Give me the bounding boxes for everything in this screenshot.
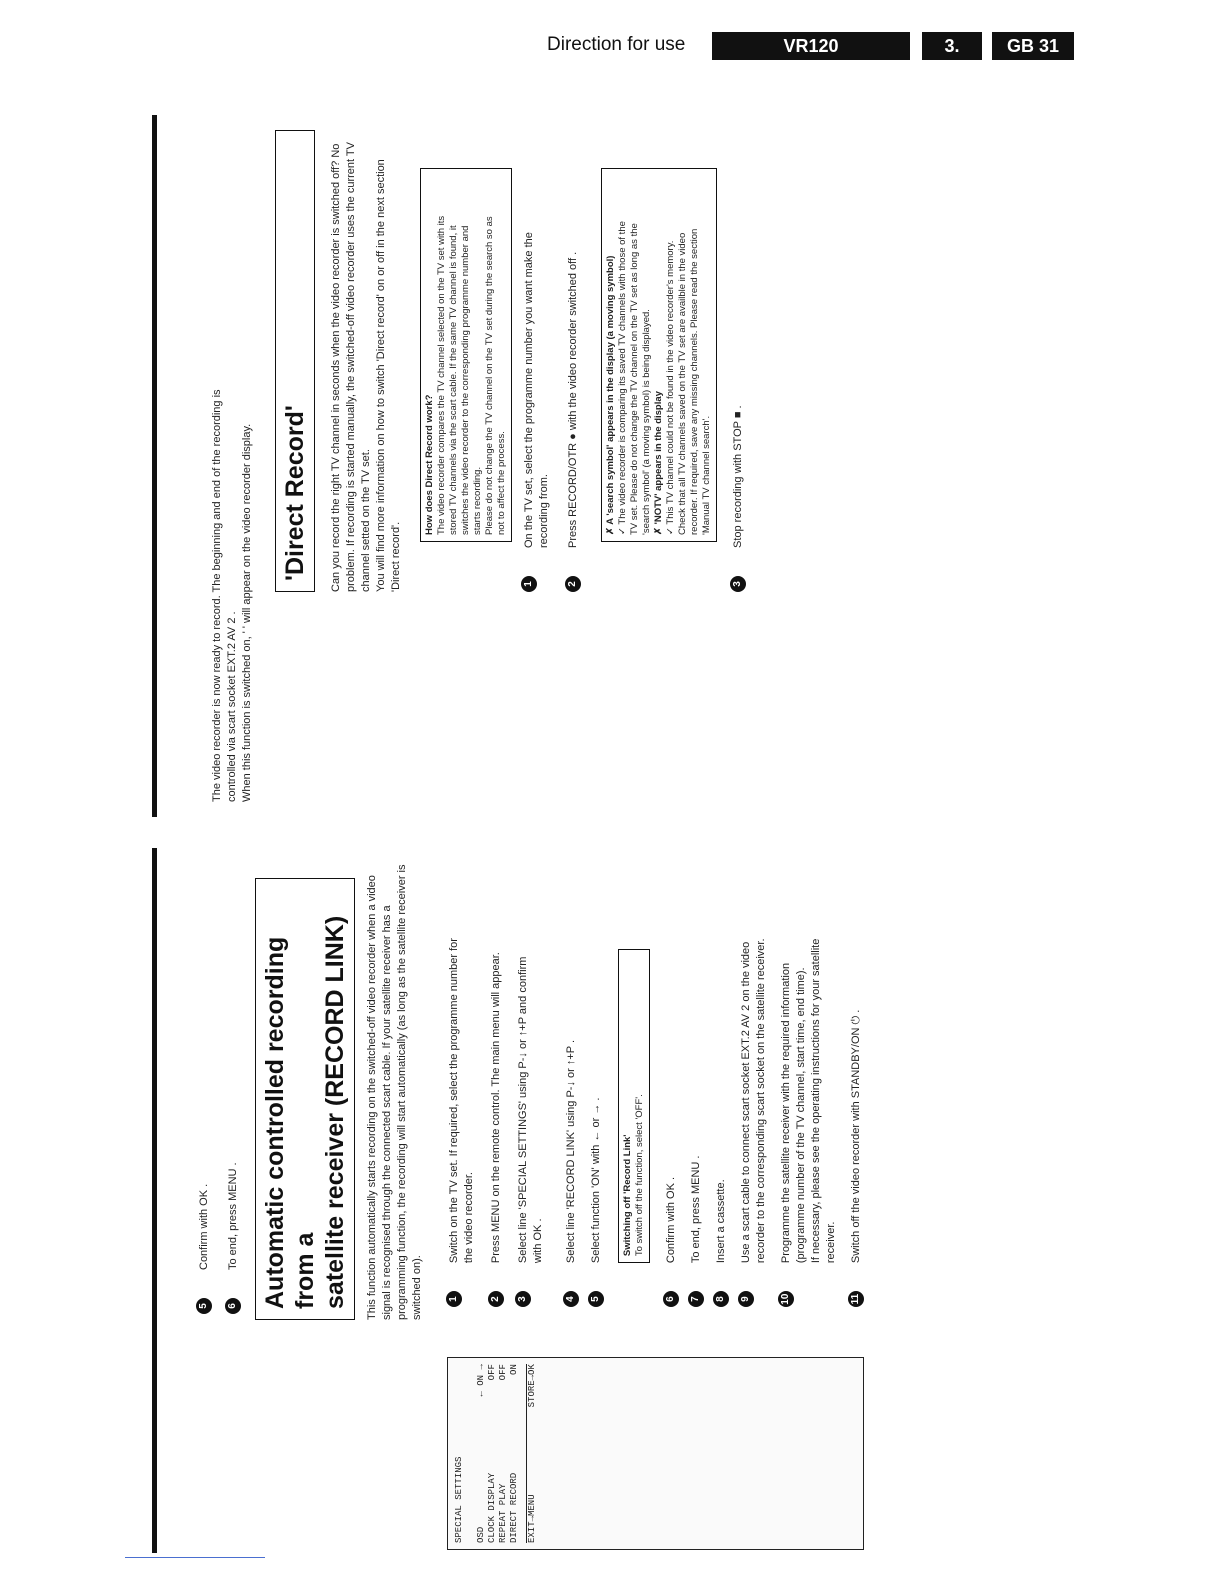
record-link-step-2: 2 Press MENU on the remote control. The main menu will appear.: [489, 850, 504, 1307]
direct-step-1: 1 On the TV set, select the programme number you want make the recording from.: [522, 108, 552, 592]
tip-how-direct-record-works: How does Direct Record work? The video recorder compares the TV channel selected on the TV set with its stored TV channels via the scart cable. If the same TV channel is found, it switches the video recorder to the corresponding programme number and starts recording. Please do not change the TV channel on the TV set during the search so as not to affect the process.: [420, 168, 512, 542]
direct-step-3: 3 Stop recording with STOP ■ .: [731, 108, 746, 592]
record-link-step-9: 9 Use a scart cable to connect scart socket EXT.2 AV 2 on the video recorder to the corresponding scart socket on the satellite receiver.: [739, 850, 769, 1307]
chapter-badge: 3.: [922, 32, 982, 60]
doc-title: Direction for use: [547, 34, 686, 55]
record-link-step-1: 1 Switch on the TV set. If required, select the programme number for the video recorder.: [447, 850, 477, 1307]
tip-switch-off-record-link: Switching off 'Record Link' To switch off the function, select 'OFF'.: [618, 949, 650, 1263]
record-link-step-5: 5 Select function 'ON' with ← or → .: [589, 850, 604, 1307]
record-link-step-11: 11 Switch off the video recorder with STANDBY/ON ⏻ .: [849, 850, 864, 1307]
osd-special-settings-menu: SPECIAL SETTINGS OSD ← ON → CLOCK DISPLAY OFF REPEAT PLAY OFF DIRECT RECORD ON EXIT→MENU STORE→OK: [447, 1357, 864, 1550]
record-link-step-5-prev: 5 Confirm with OK .: [197, 850, 212, 1314]
record-link-step-4: 4 Select line 'RECORD LINK' using P-↓ or ↑+P .: [564, 850, 579, 1307]
intro-text: The video recorder is now ready to record. The beginning and end of the recording is controlled via scart socket EXT.2 AV 2 . When this function is switched on, ' ' will appear on the video recorder display.: [211, 389, 253, 802]
record-link-intro: This function automatically starts recording on the switched-off video recorder when a video signal is recognised through the connected scart cable. If your satellite receiver has a programming function, the recording will start automatically (as long as the satellite receiver is switched on).: [366, 864, 423, 1320]
record-link-step-7: 7 To end, press MENU .: [689, 850, 704, 1307]
record-link-step-3: 3 Select line 'SPECIAL SETTINGS' using P-↓ or ↑+P and confirm with OK .: [516, 850, 546, 1307]
direct-record-intro: Can you record the right TV channel in seconds when the video recorder is switched off? No problem. If recording is started manually, the switched-off video recorder uses the current TV channel setted on the TV set. You will find more information on how to switch 'Direct record' on or off in the next section 'Direct record'.: [330, 142, 402, 592]
column-divider-left: [152, 848, 157, 1553]
tip-troubleshooting: ✗ A 'search symbol' appears in the display (a moving symbol) ✓ The video recorder is comparing its saved TV channels with those of the TV set. Please do not change the TV channel on the TV set as long as the 'search symbol' (a moving symbol) is being displayed. ✗ 'NOTV' appears in the display ✓ This TV channel could not be found in the video recorder's memory. Check that all TV channels saved on the TV set are availble in the video recorder. If required, save any missing channels. Please read the section 'Manual TV channel search'.: [601, 168, 717, 542]
page-number-badge: GB 31: [992, 32, 1074, 60]
record-link-step-10: 10 Programme the satellite receiver with the required information (programme number of the TV channel, start time, end time). If necessary, please see the operating instructions for your satellite receiver.: [779, 850, 839, 1307]
right-column: [200, 120, 820, 812]
section-title-direct-record: 'Direct Record': [275, 130, 315, 592]
column-divider-right: [152, 115, 157, 817]
record-link-step-8: 8 Insert a cassette.: [714, 850, 729, 1307]
left-column: [195, 850, 995, 1550]
record-link-step-6: 6 Confirm with OK .: [664, 850, 679, 1307]
section-title-record-link: Automatic controlled recording from a satellite receiver (RECORD LINK): [255, 878, 355, 1320]
direct-step-2: 2 Press RECORD/OTR ● with the video recorder switched off .: [566, 108, 581, 592]
record-link-step-6-prev: 6 To end, press MENU .: [226, 850, 241, 1314]
model-badge: VR120: [712, 32, 910, 60]
footer-rule: [125, 1557, 265, 1558]
